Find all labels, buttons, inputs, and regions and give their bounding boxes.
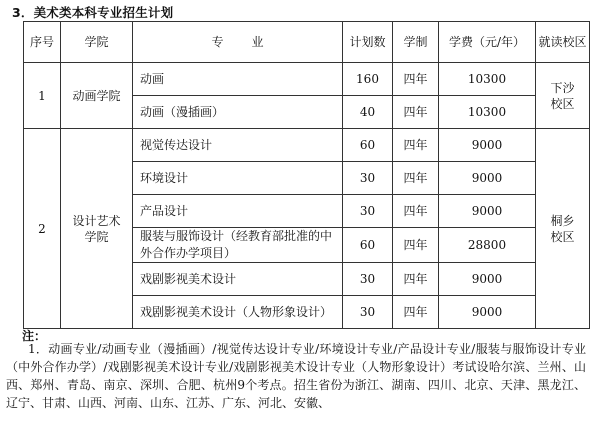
notes-title: 注： bbox=[22, 329, 47, 343]
duration-cell: 四年 bbox=[393, 296, 439, 329]
group-college: 设计艺术学院 bbox=[61, 129, 133, 329]
header-row bbox=[24, 22, 590, 63]
duration-cell: 四年 bbox=[393, 195, 439, 228]
fee-cell: 9000 bbox=[439, 195, 536, 228]
major-cell: 戏剧影视美术设计（人物形象设计） bbox=[133, 296, 343, 329]
fee-cell: 9000 bbox=[439, 263, 536, 296]
fee-cell: 9000 bbox=[439, 296, 536, 329]
major-cell: 产品设计 bbox=[133, 195, 343, 228]
header-plan: 计划数 bbox=[343, 22, 393, 63]
duration-cell: 四年 bbox=[393, 96, 439, 129]
group-college: 动画学院 bbox=[61, 63, 133, 129]
plan-cell: 40 bbox=[343, 96, 393, 129]
major-cell: 环境设计 bbox=[133, 162, 343, 195]
duration-cell: 四年 bbox=[393, 129, 439, 162]
major-cell: 服装与服饰设计（经教育部批准的中外合作办学项目） bbox=[133, 228, 343, 263]
fee-cell: 9000 bbox=[439, 129, 536, 162]
plan-cell: 30 bbox=[343, 296, 393, 329]
header-campus: 就读校区 bbox=[536, 22, 590, 63]
duration-cell: 四年 bbox=[393, 162, 439, 195]
fee-cell: 10300 bbox=[439, 96, 536, 129]
table-row bbox=[24, 63, 590, 96]
table-header bbox=[24, 22, 590, 63]
duration-cell: 四年 bbox=[393, 63, 439, 96]
major-cell: 动画（漫插画） bbox=[133, 96, 343, 129]
fee-cell: 10300 bbox=[439, 63, 536, 96]
header-college: 学院 bbox=[61, 22, 133, 63]
notes-text: 1．动画专业/动画专业（漫插画）/视觉传达设计专业/环境设计专业/产品设计专业/服装与服饰设计专业（中外合作办学）/戏剧影视美术设计专业/戏剧影视美术设计专业（人物形象设计）考试设哈尔滨、兰州、山西、郑州、青岛、南京、深圳、合肥、杭州9个考点。招生省份为浙江、湖南、四川、北京、天津、黑龙江、辽宁、甘肃、山西、河南、山东、江苏、广东、河北、安徽、 bbox=[6, 342, 586, 410]
header-major: 专业 bbox=[133, 22, 343, 63]
fee-cell: 9000 bbox=[439, 162, 536, 195]
major-cell: 戏剧影视美术设计 bbox=[133, 263, 343, 296]
fee-cell: 28800 bbox=[439, 228, 536, 263]
plan-cell: 30 bbox=[343, 162, 393, 195]
header-index: 序号 bbox=[24, 22, 61, 63]
plan-cell: 160 bbox=[343, 63, 393, 96]
group-campus: 下沙校区 bbox=[536, 63, 590, 129]
enrollment-plan-table bbox=[23, 21, 590, 329]
group-campus: 桐乡校区 bbox=[536, 129, 590, 329]
duration-cell: 四年 bbox=[393, 263, 439, 296]
group-index: 1 bbox=[24, 63, 61, 129]
header-fee: 学费（元/年） bbox=[439, 22, 536, 63]
table-row bbox=[24, 129, 590, 162]
plan-cell: 30 bbox=[343, 195, 393, 228]
duration-cell: 四年 bbox=[393, 228, 439, 263]
header-duration: 学制 bbox=[393, 22, 439, 63]
plan-cell: 30 bbox=[343, 263, 393, 296]
major-cell: 动画 bbox=[133, 63, 343, 96]
major-cell: 视觉传达设计 bbox=[133, 129, 343, 162]
plan-cell: 60 bbox=[343, 228, 393, 263]
group-index: 2 bbox=[24, 129, 61, 329]
plan-cell: 60 bbox=[343, 129, 393, 162]
section-title: 3．美术类本科专业招生计划 bbox=[12, 5, 174, 20]
